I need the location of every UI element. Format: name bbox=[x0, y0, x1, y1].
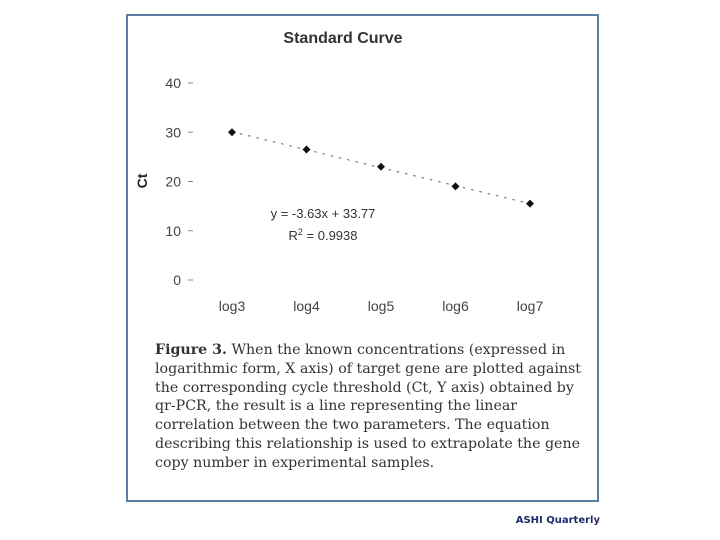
data-point bbox=[377, 163, 385, 171]
y-axis-label: Ct bbox=[134, 173, 150, 189]
y-tick-label: 0 bbox=[173, 272, 181, 288]
x-tick-label: log7 bbox=[516, 298, 544, 314]
r-squared-value: = 0.9938 bbox=[302, 228, 358, 243]
figure-caption-text: When the known concentrations (expressed in logarithmic form, X axis) of target gene are plotted against the corresponding cycle threshold (Ct, Y axis) obtained by qr-PCR, the result is a line representing the linear correlation between the two parameters. The equation describing this relationship is used to extrapolate the gene copy number in experimental samples. bbox=[155, 342, 582, 471]
x-tick-label: log4 bbox=[293, 298, 320, 314]
chart-title: Standard Curve bbox=[283, 30, 403, 47]
y-tick-label: 40 bbox=[165, 75, 181, 91]
data-point bbox=[526, 200, 534, 208]
r-squared-label bbox=[289, 227, 358, 243]
x-tick-label: log3 bbox=[218, 298, 246, 314]
x-tick-label: log5 bbox=[367, 298, 395, 314]
source-label: ASHI Quarterly bbox=[515, 515, 600, 526]
y-tick-label: 20 bbox=[165, 173, 181, 190]
data-points-group bbox=[228, 128, 534, 207]
x-tick-label: log6 bbox=[442, 298, 469, 314]
figure-caption bbox=[155, 341, 595, 473]
r-squared-superscript: 2 bbox=[297, 227, 303, 237]
data-point bbox=[228, 128, 236, 136]
r-squared-prefix: R bbox=[288, 228, 298, 243]
data-point bbox=[303, 145, 311, 153]
y-tick-label: 30 bbox=[165, 124, 181, 141]
trendline-equation: y = -3.63x + 33.77 bbox=[270, 206, 376, 221]
figure-label: Figure 3. bbox=[155, 342, 227, 358]
y-tick-label: 10 bbox=[165, 222, 181, 239]
data-point bbox=[452, 182, 460, 190]
y-tick-group bbox=[165, 75, 193, 288]
x-tick-group bbox=[219, 298, 544, 314]
